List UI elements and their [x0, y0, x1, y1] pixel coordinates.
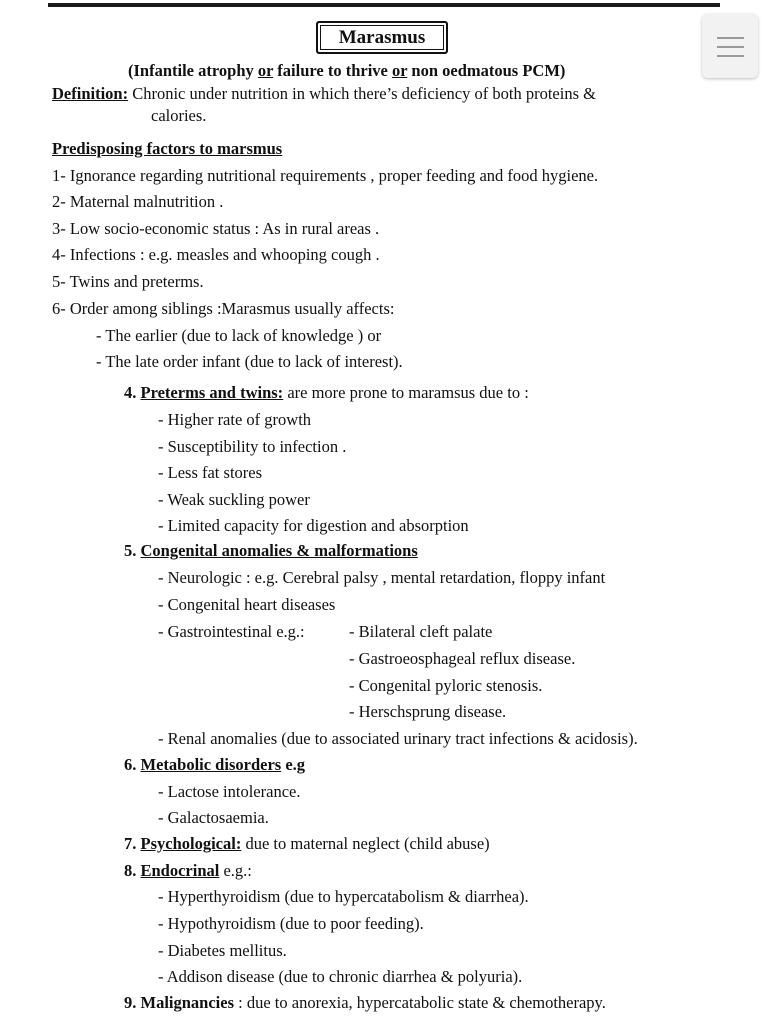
menu-bar-icon: [717, 55, 744, 57]
subtitle: (Infantile atrophy or failure to thrive or non oedmatous PCM): [128, 61, 566, 80]
list-item: 1- Ignorance regarding nutritional requirements , proper feeding and food hygiene.: [52, 166, 599, 185]
section-heading: Predisposing factors to marsmus: [52, 139, 283, 158]
definition: Definition: Chronic under nutrition in which there’s deficiency of both proteins &: [52, 84, 596, 103]
list-item: 6- Order among siblings :Marasmus usually affects:: [52, 299, 395, 318]
list-item: - Higher rate of growth: [158, 410, 312, 429]
top-rule: [48, 3, 720, 7]
list-item: 2- Maternal malnutrition .: [52, 192, 224, 211]
menu-bar-icon: [717, 46, 744, 48]
section-metabolic: 6. Metabolic disorders e.g: [124, 755, 306, 774]
list-item: - Addison disease (due to chronic diarrhea & polyuria).: [158, 967, 523, 986]
list-item: 3- Low socio-economic status : As in rural areas .: [52, 219, 380, 238]
menu-bar-icon: [717, 37, 744, 39]
list-item: - Weak suckling power: [158, 490, 310, 509]
list-item: - Bilateral cleft palate: [349, 622, 493, 641]
menu-button[interactable]: [702, 14, 758, 78]
section-endocrinal: 8. Endocrinal e.g.:: [124, 861, 252, 880]
list-item: 5- Twins and preterms.: [52, 272, 204, 291]
list-item: - Galactosaemia.: [158, 808, 269, 827]
list-item: - Gastrointestinal e.g.:: [158, 622, 305, 641]
list-item: - Congenital pyloric stenosis.: [349, 676, 543, 695]
definition-cont: calories.: [151, 106, 207, 125]
definition-label: Definition:: [52, 84, 129, 103]
list-item: - Limited capacity for digestion and absorption: [158, 516, 469, 535]
list-item: - Hyperthyroidism (due to hypercatabolism & diarrhea).: [158, 887, 529, 906]
list-item: - Susceptibility to infection .: [158, 437, 347, 456]
list-item: - The late order infant (due to lack of interest).: [96, 352, 403, 371]
list-item: - The earlier (due to lack of knowledge ) or: [96, 326, 382, 345]
section-malignancies: 9. Malignancies : due to anorexia, hypercatabolic state & chemotherapy.: [124, 993, 606, 1012]
list-item: - Gastroeosphageal reflux disease.: [349, 649, 576, 668]
list-item: - Lactose intolerance.: [158, 782, 301, 801]
page-title: Marasmus: [316, 21, 448, 54]
list-item: - Congenital heart diseases: [158, 595, 336, 614]
list-item: - Renal anomalies (due to associated urinary tract infections & acidosis).: [158, 729, 638, 748]
section-psychological: 7. Psychological: due to maternal neglect (child abuse): [124, 834, 490, 853]
list-item: - Neurologic : e.g. Cerebral palsy , mental retardation, floppy infant: [158, 568, 606, 587]
list-item: - Herschsprung disease.: [349, 702, 507, 721]
section-congenital: 5. Congenital anomalies & malformations: [124, 541, 418, 560]
list-item: - Diabetes mellitus.: [158, 941, 287, 960]
list-item: - Less fat stores: [158, 463, 263, 482]
list-item: 4- Infections : e.g. measles and whooping cough .: [52, 245, 380, 264]
section-preterms: 4. Preterms and twins: are more prone to maramsus due to :: [124, 383, 529, 402]
list-item: - Hypothyroidism (due to poor feeding).: [158, 914, 424, 933]
